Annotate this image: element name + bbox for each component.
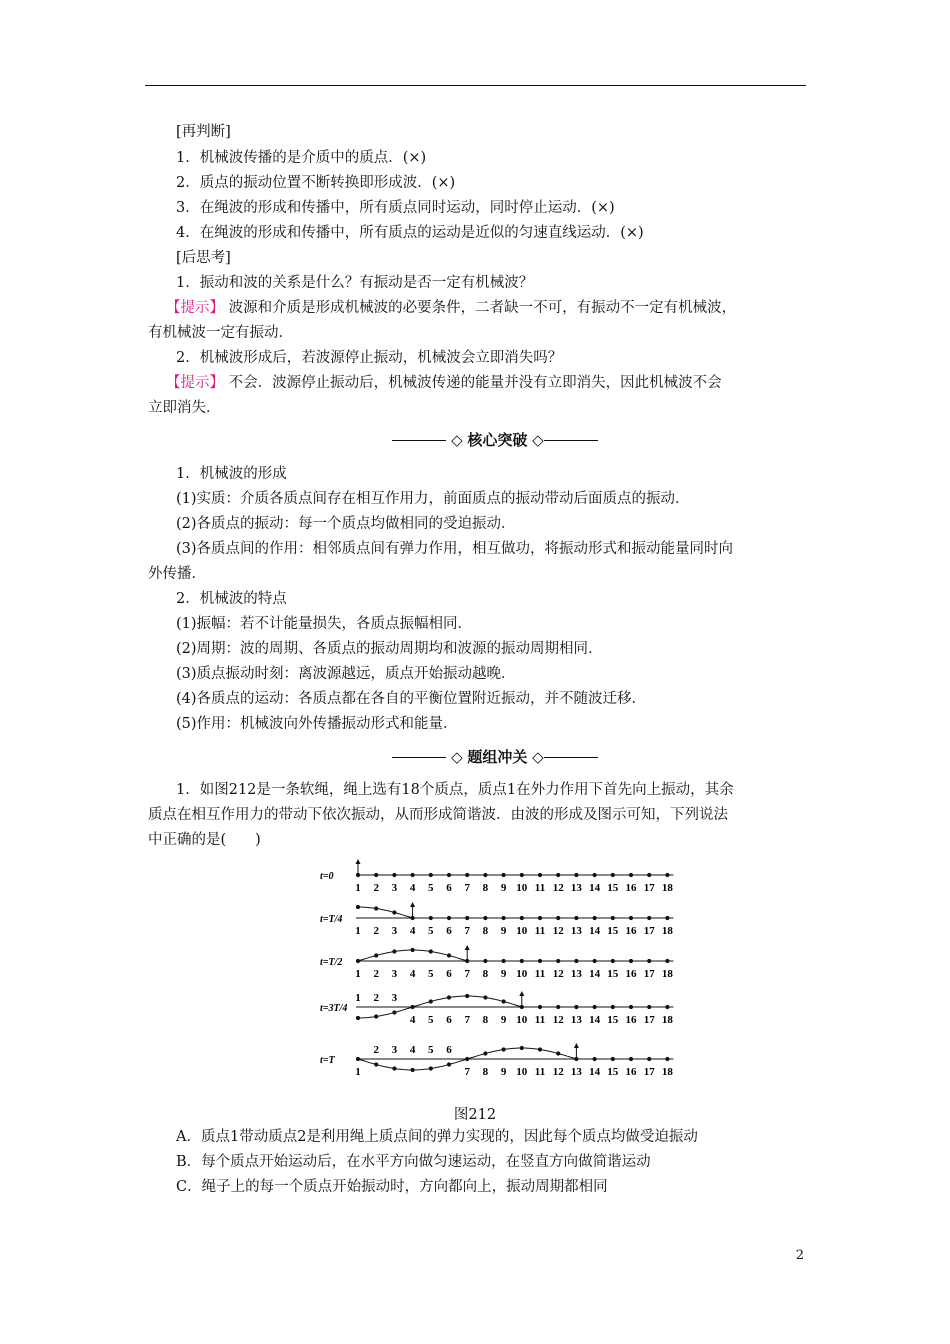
point-label: 6: [446, 925, 452, 937]
point-label: 6: [446, 882, 452, 894]
point-label: 8: [482, 1014, 489, 1026]
point-label: 8: [482, 968, 489, 980]
point-label: 11: [534, 968, 546, 980]
rope-point: [465, 916, 469, 920]
point-label: 14: [589, 1066, 601, 1078]
point-label: 14: [589, 925, 601, 937]
rope-point: [538, 959, 542, 963]
rope-point: [556, 1005, 560, 1009]
point-label: 7: [464, 1066, 470, 1078]
rope-point: [374, 873, 378, 877]
point-label: 11: [534, 882, 546, 894]
point-label: 17: [643, 1014, 655, 1026]
point-label: 8: [482, 882, 489, 894]
rope-point: [611, 959, 615, 963]
arrow-head: [519, 991, 524, 996]
point-label: 4: [409, 1014, 416, 1026]
point-label: 2: [373, 968, 379, 980]
point-label: 17: [643, 882, 655, 894]
core-line-10: (4)各质点的运动：各质点都在各自的平衡位置附近振动，并不随波迁移．: [176, 691, 647, 707]
point-label: 13: [570, 1014, 582, 1026]
core-line-7: (1)振幅：若不计能量损失，各质点振幅相同．: [176, 616, 473, 632]
point-label: 10: [516, 882, 528, 894]
figure-caption: 图212: [453, 1107, 497, 1123]
rope-point: [502, 873, 506, 877]
point-label: 14: [589, 882, 601, 894]
point-label: 11: [534, 925, 546, 937]
rope-point: [647, 916, 651, 920]
point-label: 17: [643, 925, 655, 937]
rope-point: [392, 873, 396, 877]
point-label: 5: [428, 1014, 434, 1026]
rope-point: [429, 999, 433, 1003]
point-label: 16: [625, 1014, 637, 1026]
core-line-1: 1．机械波的形成: [176, 466, 287, 482]
rope-point: [611, 873, 615, 877]
point-label: 1: [355, 925, 361, 937]
core-title: 核心突破: [467, 431, 528, 449]
point-label: 8: [482, 925, 489, 937]
point-label: 18: [661, 882, 673, 894]
rope-point: [574, 873, 578, 877]
answer-2-text: 不会．波源停止振动后，机械波传递的能量并没有立即消失，因此机械波不会: [224, 375, 722, 391]
rope-point: [520, 873, 524, 877]
point-label: 16: [625, 925, 637, 937]
point-label: 9: [500, 882, 507, 894]
rope-point: [483, 995, 487, 999]
point-label: 15: [607, 1066, 619, 1078]
rope-point: [611, 1005, 615, 1009]
question-line-3: 中正确的是( ): [148, 832, 261, 848]
point-label: 4: [409, 968, 416, 980]
point-label: 12: [552, 882, 564, 894]
arrow-head: [465, 945, 470, 950]
point-label: 12: [552, 1066, 564, 1078]
rope-point: [356, 905, 360, 909]
row-time-label: t=3T/4: [320, 1003, 348, 1014]
point-label: 12: [552, 925, 564, 937]
rope-point: [374, 953, 378, 957]
core-line-11: (5)作用：机械波向外传播振动形式和能量．: [176, 716, 458, 732]
rope-point: [429, 949, 433, 953]
point-label: 7: [464, 882, 470, 894]
rope-point: [574, 1005, 578, 1009]
rope-point: [392, 1066, 396, 1070]
row-time-label: t=T: [320, 1055, 335, 1066]
rope-point: [665, 873, 669, 877]
point-label: 5: [428, 1044, 434, 1056]
rope-point: [629, 959, 633, 963]
judge-header: [再判断]: [176, 124, 231, 140]
rope-point: [647, 873, 651, 877]
rope-point: [520, 916, 524, 920]
rope-point: [483, 873, 487, 877]
core-line-3: (2)各质点的振动：每一个质点均做相同的受迫振动．: [176, 516, 516, 532]
point-label: 11: [534, 1014, 546, 1026]
rope-point: [502, 959, 506, 963]
point-label: 12: [552, 968, 564, 980]
answer-1-text: 波源和介质是形成机械波的必要条件，二者缺一不可，有振动不一定有机械波，: [224, 300, 737, 316]
point-label: 9: [500, 1066, 507, 1078]
rope-point: [447, 916, 451, 920]
point-label: 4: [409, 1044, 416, 1056]
rope-point: [447, 995, 451, 999]
wave-figure: [318, 855, 678, 1090]
core-line-9: (3)质点振动时刻：离波源越远，质点开始振动越晚．: [176, 666, 516, 682]
rope-point: [593, 1057, 597, 1061]
point-label: 3: [391, 1044, 398, 1056]
think-answer-2-cont: 立即消失．: [148, 400, 221, 416]
point-label: 12: [552, 1014, 564, 1026]
point-label: 13: [570, 925, 582, 937]
think-header: [后思考]: [176, 250, 231, 266]
point-label: 16: [625, 968, 637, 980]
rope-point: [447, 953, 451, 957]
rope-point: [556, 873, 560, 877]
point-label: 13: [570, 1066, 582, 1078]
rope-point: [374, 906, 378, 910]
rope-point: [411, 873, 415, 877]
rope-point: [483, 916, 487, 920]
rope-point: [593, 959, 597, 963]
point-label: 1: [355, 968, 361, 980]
arrow-head: [410, 902, 415, 907]
rope-point: [665, 1057, 669, 1061]
rope-point: [629, 1005, 633, 1009]
rope-point: [556, 959, 560, 963]
rope-point: [447, 873, 451, 877]
option-b[interactable]: B．每个质点开始运动后，在水平方向做匀速运动，在竖直方向做简谐运动: [176, 1154, 651, 1170]
rope-point: [502, 916, 506, 920]
point-label: 14: [589, 1014, 601, 1026]
rope-point: [538, 916, 542, 920]
rope-point: [629, 873, 633, 877]
point-label: 4: [409, 925, 416, 937]
row-time-label: t=T/4: [320, 914, 343, 925]
point-label: 16: [625, 1066, 637, 1078]
rope-point: [465, 994, 469, 998]
point-label: 16: [625, 882, 637, 894]
think-answer-1-cont: 有机械波一定有振动．: [148, 325, 293, 341]
page-number: 2: [795, 1248, 804, 1263]
rope-point: [429, 873, 433, 877]
point-label: 7: [464, 1014, 470, 1026]
rope-point: [574, 916, 578, 920]
rope-point: [429, 1066, 433, 1070]
point-label: 1: [355, 882, 361, 894]
rope-point: [374, 1014, 378, 1018]
judge-item-4: 4．在绳波的形成和传播中，所有质点的运动是近似的匀速直线运动．(×): [176, 225, 644, 241]
rope-point: [483, 959, 487, 963]
core-line-8: (2)周期：波的周期、各质点的振动周期均和波源的振动周期相同．: [176, 641, 603, 657]
point-label: 15: [607, 968, 619, 980]
rope-point: [611, 1057, 615, 1061]
point-label: 3: [391, 882, 398, 894]
point-label: 6: [446, 1044, 452, 1056]
point-label: 2: [373, 882, 379, 894]
rope-point: [665, 1005, 669, 1009]
rope-point: [502, 999, 506, 1003]
question-line-2: 质点在相互作用力的带动下依次振动，从而形成简谐波．由波的形成及图示可知，下列说法: [148, 807, 728, 823]
point-label: 5: [428, 968, 434, 980]
hint-label: 【提示】: [166, 375, 224, 391]
rope-point: [629, 1057, 633, 1061]
hint-label: 【提示】: [166, 300, 224, 316]
point-label: 13: [570, 968, 582, 980]
core-line-2: (1)实质：介质各质点间存在相互作用力，前面质点的振动带动后面质点的振动．: [176, 491, 690, 507]
rope-point: [465, 1057, 469, 1061]
rope-point: [556, 1051, 560, 1055]
point-label: 15: [607, 925, 619, 937]
rope-point: [392, 949, 396, 953]
rope-point: [538, 1005, 542, 1009]
point-label: 3: [391, 992, 398, 1004]
rope-point: [374, 1062, 378, 1066]
rope-point: [647, 959, 651, 963]
arrow-head: [356, 859, 361, 864]
point-label: 7: [464, 925, 470, 937]
rope-point: [538, 873, 542, 877]
judge-item-2: 2．质点的振动位置不断转换即形成波．(×): [176, 175, 456, 191]
rope-point: [574, 959, 578, 963]
point-label: 5: [428, 925, 434, 937]
point-label: 6: [446, 1014, 452, 1026]
rope-point: [356, 1016, 360, 1020]
point-label: 18: [661, 1014, 673, 1026]
rope-point: [593, 916, 597, 920]
point-label: 3: [391, 968, 398, 980]
point-label: 2: [373, 1044, 379, 1056]
point-label: 4: [409, 882, 416, 894]
rope-point: [629, 916, 633, 920]
core-line-4: (3)各质点间的作用：相邻质点间有弹力作用，相互做功，将振动形式和振动能量同时向: [176, 541, 734, 557]
rope-point: [411, 1068, 415, 1072]
rope-point: [520, 1046, 524, 1050]
point-label: 18: [661, 968, 673, 980]
point-label: 15: [607, 1014, 619, 1026]
rope-point: [411, 1005, 415, 1009]
point-label: 17: [643, 1066, 655, 1078]
question-line-1: 1．如图212是一条软绳，绳上选有18个质点，质点1在外力作用下首先向上振动，其余: [176, 782, 734, 798]
point-label: 18: [661, 925, 673, 937]
section-heading-practice: ◇ 题组冲关 ◇: [365, 746, 625, 767]
rope-point: [392, 910, 396, 914]
rope-point: [392, 1010, 396, 1014]
rope-point: [356, 1057, 360, 1061]
point-label: 5: [428, 882, 434, 894]
row-time-label: t=T/2: [320, 957, 343, 968]
rope-point: [356, 959, 360, 963]
point-label: 7: [464, 968, 470, 980]
point-label: 18: [661, 1066, 673, 1078]
think-question-2: 2．机械波形成后，若波源停止振动，机械波会立即消失吗？: [176, 350, 563, 366]
point-label: 17: [643, 968, 655, 980]
point-label: 2: [373, 925, 379, 937]
point-label: 9: [500, 1014, 507, 1026]
point-label: 6: [446, 968, 452, 980]
point-label: 1: [355, 1066, 361, 1078]
point-label: 9: [500, 925, 507, 937]
rope-point: [429, 916, 433, 920]
point-label: 13: [570, 882, 582, 894]
point-label: 2: [373, 992, 379, 1004]
point-label: 3: [391, 925, 398, 937]
option-a[interactable]: A．质点1带动质点2是利用绳上质点间的弹力实现的，因此每个质点均做受迫振动: [176, 1129, 698, 1145]
rope-point: [593, 1005, 597, 1009]
point-label: 10: [516, 1014, 528, 1026]
rope-point: [647, 1057, 651, 1061]
rope-point: [411, 948, 415, 952]
row-time-label: t=0: [320, 871, 334, 882]
core-line-5: 外传播．: [148, 566, 206, 582]
section-heading-core: ◇ 核心突破 ◇: [365, 429, 625, 450]
arrow-head: [574, 1043, 579, 1048]
rope-point: [447, 1062, 451, 1066]
think-answer-2: [166, 373, 722, 393]
point-label: 10: [516, 968, 528, 980]
point-label: 14: [589, 968, 601, 980]
header-rule: [145, 85, 806, 86]
rope-point: [538, 1047, 542, 1051]
rope-point: [483, 1051, 487, 1055]
point-label: 10: [516, 925, 528, 937]
rope-point: [647, 1005, 651, 1009]
rope-point: [556, 916, 560, 920]
judge-item-3: 3．在绳波的形成和传播中，所有质点同时运动，同时停止运动．(×): [176, 200, 615, 216]
rope-point: [611, 916, 615, 920]
wave-curve: [358, 907, 413, 918]
point-label: 9: [500, 968, 507, 980]
think-question-1: 1．振动和波的关系是什么？有振动是否一定有机械波？: [176, 275, 534, 291]
rope-point: [593, 873, 597, 877]
core-line-6: 2．机械波的特点: [176, 591, 287, 607]
rope-point: [665, 959, 669, 963]
rope-point: [465, 873, 469, 877]
point-label: 11: [534, 1066, 546, 1078]
rope-point: [665, 916, 669, 920]
practice-title: 题组冲关: [467, 748, 528, 766]
think-answer-1: [166, 298, 736, 318]
option-c[interactable]: C．绳子上的每一个质点开始振动时，方向都向上，振动周期都相同: [176, 1179, 608, 1195]
point-label: 1: [355, 992, 361, 1004]
point-label: 10: [516, 1066, 528, 1078]
judge-item-1: 1．机械波传播的是介质中的质点．(×): [176, 150, 427, 166]
point-label: 8: [482, 1066, 489, 1078]
rope-point: [502, 1047, 506, 1051]
rope-point: [520, 959, 524, 963]
point-label: 15: [607, 882, 619, 894]
